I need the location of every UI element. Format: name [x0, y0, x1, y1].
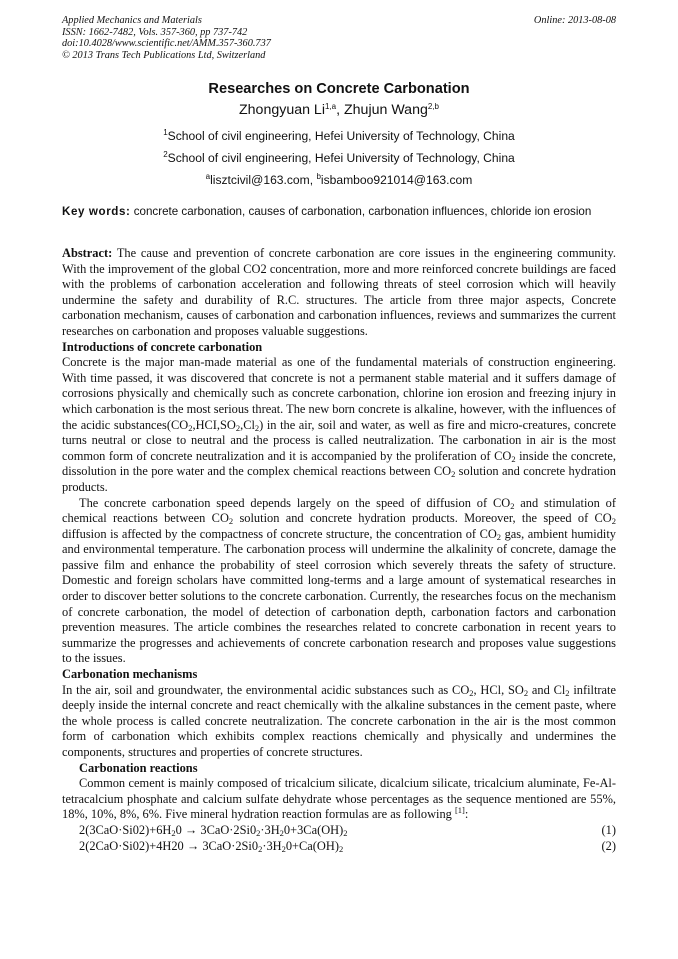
issn-line: ISSN: 1662-7482, Vols. 357-360, pp 737-742: [62, 26, 248, 38]
subscript: 2: [281, 843, 286, 854]
email-line: [62, 173, 616, 187]
text-run: ,HCI,SO: [192, 417, 236, 432]
abstract: [62, 246, 616, 340]
equation-text: ·3H: [260, 822, 280, 837]
text-run: :: [464, 807, 469, 822]
abstract-text: The cause and prevention of concrete carbonation are core issues in the engineering community. With the improvement of the global CO2 concentration, more and more reinforced concrete buildings are faced with the problems of carbonation acceleration and following threats of steel corrosion which will heavily undermine the safety and durability of R.C. structures. The article from three major aspects, Concrete carbonation mechanism, causes of carbonation and carbonation influences, reviews and summarizes the current researches on carbonation and proposes valuable suggestions.: [62, 246, 616, 338]
subscript: 2: [228, 516, 234, 527]
subscript: 2: [171, 827, 176, 838]
subscript: 2: [496, 531, 502, 542]
text-run: and stimulation of chemical reactions between CO: [62, 495, 617, 526]
text-run: gas, ambient humidity and environmental temperature. The carbonation process will undermine the alkalinity of concrete, damage the passive film and enhance the probability of steel corrosion which severely threats the safety of structure. Domestic and foreign scholars have committed long-terms and a large amount of systematical researches in order to discover better solutions to the concrete carbonation. Currently, the researches focus on the mechanism of concrete carbonation, the model of detection of carbonation depth, carbonation factors and carbonation prevention measures. The article combines the researches related to concrete carbonation in recent years to summarize the progresses and achievements of concrete carbonation research and proposes value suggestions to the issues.: [62, 526, 616, 666]
text-run: solution and concrete hydration products. Moreover, the speed of CO: [233, 511, 612, 526]
subscript: 2: [565, 687, 570, 698]
paragraph: [62, 355, 616, 495]
author-line: [62, 102, 616, 118]
equation-2: [62, 839, 616, 855]
email-link[interactable]: isbamboo921014@163.com: [320, 173, 473, 187]
citation-ref[interactable]: [1]: [454, 805, 465, 816]
subscript: 2: [338, 843, 344, 854]
section-heading-introduction: Introductions of concrete carbonation: [62, 339, 263, 354]
journal-header: [62, 15, 616, 61]
affiliation-marker: 1: [163, 128, 168, 137]
text-run: Concrete is the major man-made material as one of the fundamental materials of construction engineering. With time passed, it was discovered that concrete is not a permanent stable material and it suffers damage of corrosions physically and chemically such as concrete carbonation, chlorine ion erosion and freezing injury in which carbonation is the most serious threat. The new born concrete is alkaline, however, with the influences of the acidic substances(CO: [62, 355, 616, 432]
text-run: and Cl: [528, 682, 566, 697]
keywords-label: Key words:: [62, 205, 131, 218]
subscript: 2: [235, 422, 241, 433]
paper-body: [62, 246, 616, 854]
author-separator: ,: [336, 102, 344, 118]
email-marker: b: [316, 172, 321, 181]
paragraph: [62, 496, 616, 668]
paragraph: [62, 776, 616, 823]
equation-text: 2(3CaO·Si02)+6H: [79, 822, 172, 837]
subscript: 2: [188, 422, 193, 433]
equation-number: (2): [601, 838, 616, 853]
keywords: [62, 204, 616, 219]
text-run: The concrete carbonation speed depends largely on the speed of diffusion of CO: [79, 495, 511, 510]
text-run: In the air, soil and groundwater, the environmental acidic substances such as CO: [62, 682, 470, 697]
text-run: Common cement is mainly composed of tricalcium silicate, dicalcium silicate, tricalcium aluminate, Fe-Al-tetracalcium phosphate and calcium sulfate dehydrate whose percentages as the sequence mentioned are 55%, 18%, 10%, 8%, 6%. Five mineral hydration reaction formulas are as following: [62, 776, 616, 822]
subscript: 2: [469, 687, 474, 698]
author-superscript: 1,a: [324, 102, 337, 111]
subscript: 2: [523, 687, 529, 698]
text-run: infiltrate deeply inside the internal concrete and react chemically with the alkaline substances in the cement paste, where the whole process is called concrete neutralization. The concrete carbonation in the air is the most common form of carbonation which exhibits complex reactions chemically and physically and undermines the components, structures and properties of concrete structures.: [62, 682, 616, 759]
affiliation-2: [62, 151, 616, 165]
author-name: Zhujun Wang: [344, 102, 428, 118]
email-link[interactable]: lisztcivil@163.com,: [210, 173, 317, 187]
text-run: solution and concrete hydration products.: [62, 464, 616, 494]
equation-text: ·3H: [262, 838, 282, 853]
affiliation-marker: 2: [163, 150, 168, 159]
text-run: , HCl, SO: [473, 682, 524, 697]
subscript: 2: [256, 827, 261, 838]
journal-name: Applied Mechanics and Materials: [62, 15, 202, 26]
affiliation-text: School of civil engineering, Hefei University of Technology, China: [167, 151, 515, 165]
equation-text: 2(2CaO·Si02)+4H20 → 3CaO·2Si0: [79, 838, 259, 853]
subscript: 2: [258, 843, 263, 854]
equation-text: 0 → 3CaO·2Si0: [175, 822, 257, 837]
subscript: 2: [511, 453, 516, 464]
subscript: 2: [254, 422, 260, 433]
equation-text: 0+3Ca(OH): [283, 822, 344, 837]
subscript: 2: [510, 500, 515, 511]
text-run: diffusion is affected by the compactness of concrete structure, the concentration of CO: [62, 526, 497, 541]
subscript: 2: [611, 516, 616, 527]
subscript: 2: [343, 827, 348, 838]
text-run: inside the concrete, dissolution in the pore water and the complex chemical reactions between CO: [62, 448, 616, 479]
text-run: ,Cl: [240, 417, 255, 432]
doi-line[interactable]: doi:10.4028/www.scientific.net/AMM.357-360.737: [62, 38, 271, 49]
equation-text: 0+Ca(OH): [285, 838, 339, 853]
author-superscript: 2,b: [427, 102, 439, 111]
email-marker: a: [205, 172, 211, 181]
section-heading-mechanisms: Carbonation mechanisms: [62, 667, 198, 682]
abstract-label: Abstract:: [62, 246, 113, 260]
equation-1: [62, 823, 616, 839]
equation-number: (1): [601, 822, 616, 837]
online-date: Online: 2013-08-08: [533, 15, 616, 26]
subscript: 2: [279, 827, 284, 838]
author-name: Zhongyuan Li: [239, 102, 325, 118]
copyright-line: © 2013 Trans Tech Publications Ltd, Switzerland: [62, 49, 266, 61]
paper-title: Researches on Concrete Carbonation: [208, 81, 470, 97]
affiliation-text: School of civil engineering, Hefei University of Technology, China: [167, 129, 515, 143]
paragraph: [62, 683, 616, 761]
keywords-text: concrete carbonation, causes of carbonation, carbonation influences, chloride ion erosion: [130, 205, 592, 218]
subsection-heading-reactions: Carbonation reactions: [79, 760, 198, 775]
affiliation-1: [62, 129, 616, 143]
subscript: 2: [451, 469, 456, 480]
text-run: ) in the air, soil and water, as well as fire and micro-creatures, concrete turns neutral or close to neutral and the process is called neutralization. The carbonation in air is the most common form of concrete neutralization and it is accompanied by the proliferation of CO: [62, 417, 617, 463]
